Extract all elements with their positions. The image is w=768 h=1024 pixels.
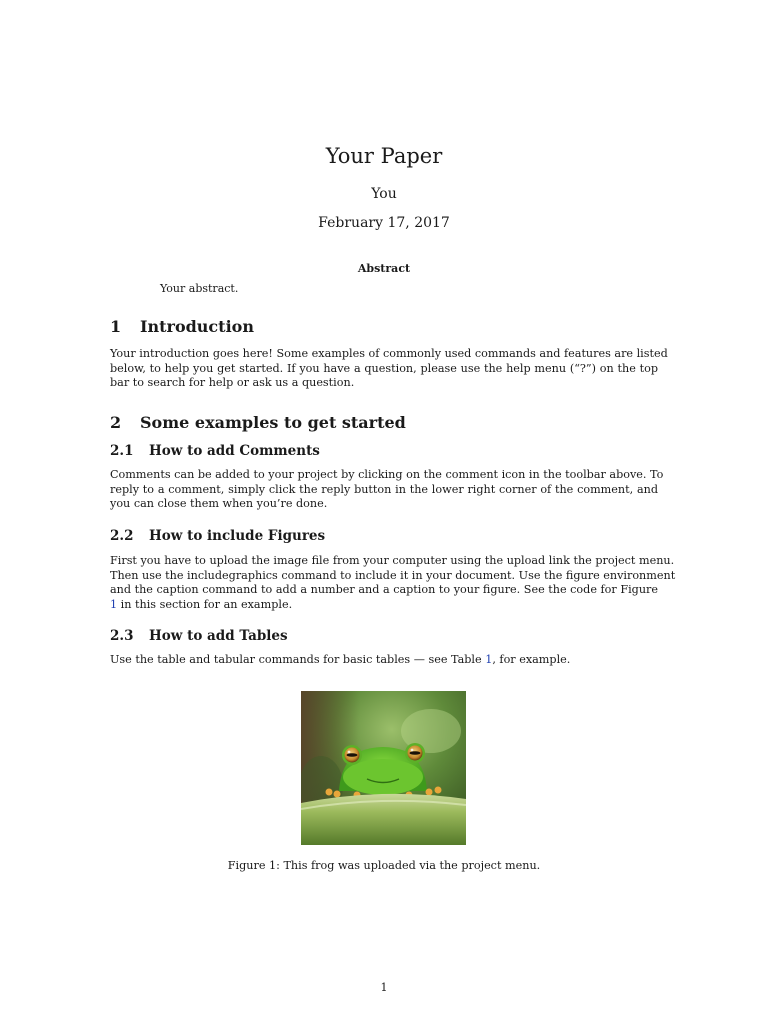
section-title: Introduction <box>140 317 254 336</box>
subsection-number: 2.2 <box>110 528 134 544</box>
subsection-comments-heading <box>110 443 320 459</box>
subsection-number: 2.3 <box>110 628 134 644</box>
paragraph-line: bar to search for help or ask us a question. <box>110 376 355 389</box>
paragraph-line: Then use the includegraphics command to include it in your document. Use the figure environment <box>110 568 676 582</box>
section-examples-heading <box>110 413 406 432</box>
paragraph-line <box>110 653 658 668</box>
paragraph-line: First you have to upload the image file from your computer using the upload link the project menu. <box>110 554 675 567</box>
section-introduction-heading <box>110 317 254 336</box>
paragraph-line: Your introduction goes here! Some examples of commonly used commands and features are listed <box>110 347 668 360</box>
page-number: 1 <box>380 981 388 994</box>
subsection-number: 2.1 <box>110 443 134 459</box>
paragraph-line: below, to help you get started. If you have a question, please use the help menu (“?”) on the top <box>110 361 658 375</box>
subsection-tables-heading <box>110 628 288 644</box>
subsection-title: How to add Tables <box>149 628 288 644</box>
comments-paragraph <box>110 468 664 512</box>
paper-title: Your Paper <box>325 144 443 168</box>
frog-figure-image <box>301 691 466 845</box>
introduction-paragraph <box>110 347 668 391</box>
table-reference-link[interactable]: 1 <box>485 653 493 666</box>
paper-author: You <box>371 186 397 202</box>
subsection-title: How to include Figures <box>149 528 326 544</box>
paragraph-line: Comments can be added to your project by clicking on the comment icon in the toolbar above. To <box>110 468 664 481</box>
paragraph-line-text: in this section for an example. <box>117 597 293 611</box>
paragraph-line: and the caption command to add a number and a caption to your figure. See the code for Figure <box>110 583 658 596</box>
abstract-heading: Abstract <box>357 262 411 275</box>
tables-paragraph <box>110 653 658 668</box>
abstract-text: Your abstract. <box>160 282 239 295</box>
figures-paragraph <box>110 554 676 612</box>
subsection-title: How to add Comments <box>149 443 320 459</box>
subsection-figures-heading <box>110 528 325 544</box>
paragraph-line-text: Use the table and tabular commands for basic tables — see Table <box>110 653 486 666</box>
section-number: 2 <box>110 413 122 432</box>
figure-caption: Figure 1: This frog was uploaded via the project menu. <box>227 859 541 872</box>
paper-date: February 17, 2017 <box>318 215 450 231</box>
figure-reference-link[interactable]: 1 <box>110 597 118 611</box>
paragraph-line: reply to a comment, simply click the reply button in the lower right corner of the comment, and <box>110 482 658 496</box>
paragraph-line: you can close them when you’re done. <box>110 497 328 510</box>
section-title: Some examples to get started <box>140 413 406 432</box>
paragraph-line-text: , for example. <box>492 653 571 666</box>
section-number: 1 <box>110 317 122 336</box>
paragraph-line <box>110 598 658 613</box>
